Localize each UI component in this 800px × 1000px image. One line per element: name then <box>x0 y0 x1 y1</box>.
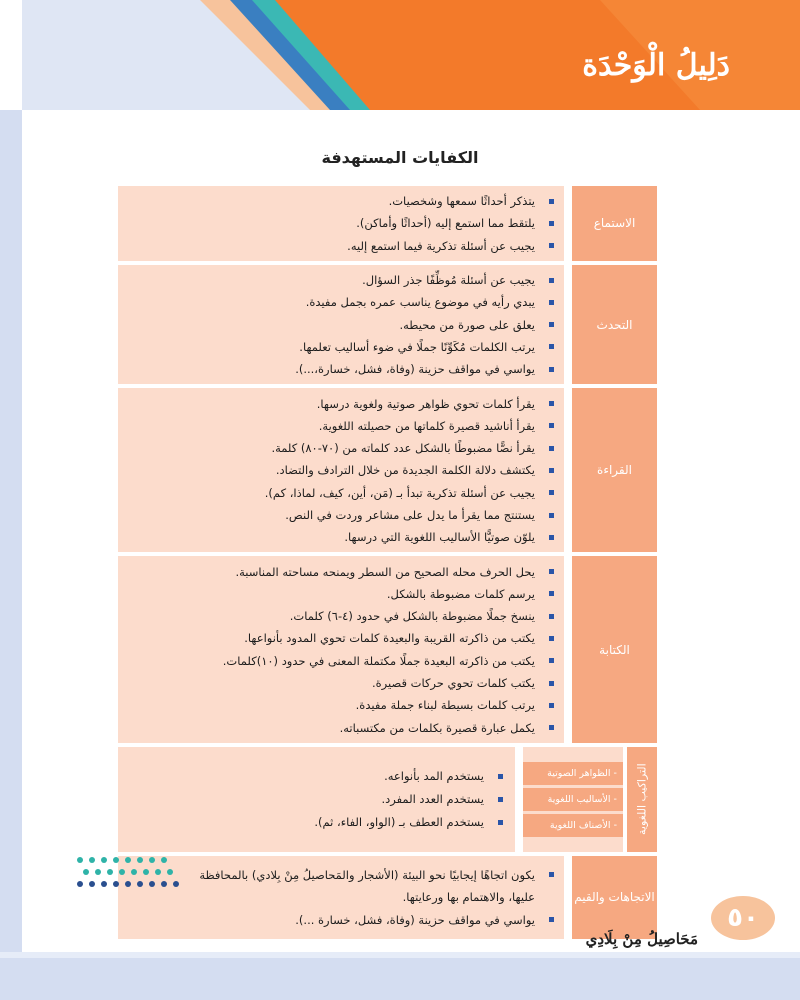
list-item: يجيب عن أسئلة مُوظِّفًا جذر السؤال. <box>118 269 564 291</box>
list-item: يرتب الكلمات مُكَوِّنًا جملًا في ضوء أساليب تعلمها. <box>118 336 564 358</box>
bullet-icon <box>549 569 554 574</box>
list-item: يكتب من ذاكرته القريبة والبعيدة كلمات تحوي المدود بأنواعها. <box>118 627 564 649</box>
list-item: يستنتج مما يقرأ ما يدل على مشاعر وردت في النص. <box>118 504 564 526</box>
list-item: يقرأ أناشيد قصيرة كلماتها من حصيلته اللغوية. <box>118 415 564 437</box>
list-item: يواسي في مواقف حزينة (وفاة، فشل، خسارة،...). <box>118 358 564 380</box>
list-item: يكتشف دلالة الكلمة الجديدة من خلال الترادف والتضاد. <box>118 459 564 481</box>
category-writing: الكتابة <box>572 556 657 742</box>
bullet-icon <box>498 797 503 802</box>
bullet-icon <box>549 703 554 708</box>
listening-items <box>118 186 564 261</box>
subcategory-types: - الأصناف اللغوية <box>523 814 623 837</box>
category-values: الاتجاهات والقيم <box>572 856 657 939</box>
bullet-icon <box>549 221 554 226</box>
list-item: يقرأ كلمات تحوي ظواهر صوتية ولغوية درسها. <box>118 392 564 414</box>
row-speaking <box>118 265 657 384</box>
list-item: يستخدم المد بأنواعه. <box>243 765 515 788</box>
bullet-icon <box>549 423 554 428</box>
structures-items <box>243 747 515 852</box>
list-item: يواسي في مواقف حزينة (وفاة، فشل، خسارة ...). <box>118 908 564 930</box>
section-title: الكفايات المستهدفة <box>321 148 479 167</box>
bullet-icon <box>549 446 554 451</box>
book-title: مَحَاصِيلُ مِنْ بِلَادِي <box>585 930 698 948</box>
footer-band <box>0 952 800 1000</box>
category-reading: القراءة <box>572 388 657 552</box>
bullet-icon <box>549 614 554 619</box>
page-number-badge <box>708 893 778 943</box>
reading-items <box>118 388 564 552</box>
bullet-icon <box>549 401 554 406</box>
competencies-table <box>118 186 657 939</box>
list-item-continuation: عليها، والاهتمام بها ورعايتها. <box>402 890 535 905</box>
writing-items <box>118 556 564 742</box>
list-item: ينسخ جملًا مضبوطة بالشكل في حدود (٤-٦) كلمات. <box>118 605 564 627</box>
bullet-icon <box>549 468 554 473</box>
list-item: يجيب عن أسئلة تذكرية تبدأ بـ (مَن، أين، كيف، لماذا، كم). <box>118 482 564 504</box>
list-item: يكتب كلمات تحوي حركات قصيرة. <box>118 672 564 694</box>
bullet-icon <box>498 774 503 779</box>
bullet-icon <box>549 344 554 349</box>
list-item: يكون اتجاهًا إيجابيًا نحو البيئة (الأشجار والمَحاصيلُ مِنْ بِلادي) بالمحافظة <box>118 864 564 886</box>
bullet-icon <box>549 591 554 596</box>
list-item: يكتب من ذاكرته البعيدة جملًا مكتملة المعنى في حدود (١٠)كلمات. <box>118 650 564 672</box>
ministry-logo-icon <box>72 852 187 892</box>
bullet-icon <box>549 243 554 248</box>
bullet-icon <box>549 513 554 518</box>
list-item: يستخدم العدد المفرد. <box>243 788 515 811</box>
category-listening: الاستماع <box>572 186 657 261</box>
bullet-icon <box>549 658 554 663</box>
bullet-icon <box>549 636 554 641</box>
row-reading <box>118 388 657 552</box>
list-item: يستخدم العطف بـ (الواو، الفاء، ثم). <box>243 811 515 834</box>
bullet-icon <box>549 300 554 305</box>
bullet-icon <box>549 322 554 327</box>
bullet-icon <box>549 917 554 922</box>
bullet-icon <box>549 367 554 372</box>
bullet-icon <box>549 535 554 540</box>
unit-title: دَلِيلُ الْوَحْدَة <box>582 48 730 83</box>
row-values <box>118 856 657 939</box>
list-item: يحل الحرف محله الصحيح من السطر ويمنحه مساحته المناسبة. <box>118 560 564 582</box>
bullet-icon <box>549 725 554 730</box>
list-item: يرسم كلمات مضبوطة بالشكل. <box>118 583 564 605</box>
list-item: يلتقط مما استمع إليه (أحداثًا وأماكن). <box>118 212 564 234</box>
list-item: يعلق على صورة من محيطه. <box>118 313 564 335</box>
list-item: يبدي رأيه في موضوع يناسب عمره بجمل مفيدة. <box>118 291 564 313</box>
list-item: يكمل عبارة قصيرة بكلمات من مكتسباته. <box>118 717 564 739</box>
bullet-icon <box>498 820 503 825</box>
subcategory-styles: - الأساليب اللغوية <box>523 788 623 811</box>
bullet-icon <box>549 490 554 495</box>
list-item: يرتب كلمات بسيطة لبناء جملة مفيدة. <box>118 694 564 716</box>
structures-subcategories <box>523 747 623 852</box>
bullet-icon <box>549 681 554 686</box>
list-item: يلوّن صوتيًّا الأساليب اللغوية التي درسها. <box>118 526 564 548</box>
category-speaking: التحدث <box>572 265 657 384</box>
row-writing <box>118 556 657 742</box>
bullet-icon <box>549 872 554 877</box>
subcategory-phonetic: - الظواهر الصوتية <box>523 762 623 785</box>
row-structures <box>118 747 657 852</box>
row-listening <box>118 186 657 261</box>
bullet-icon <box>549 199 554 204</box>
bullet-icon <box>549 278 554 283</box>
list-item: يتذكر أحداثًا سمعها وشخصيات. <box>118 190 564 212</box>
page-number: ٥٠ <box>727 903 759 933</box>
category-structures: التراكيب اللغوية <box>627 747 657 852</box>
list-item: يجيب عن أسئلة تذكرية فيما استمع إليه. <box>118 235 564 257</box>
list-item: يقرأ نصًّا مضبوطًا بالشكل عدد كلماته من (٧٠-٨٠) كلمة. <box>118 437 564 459</box>
speaking-items <box>118 265 564 384</box>
